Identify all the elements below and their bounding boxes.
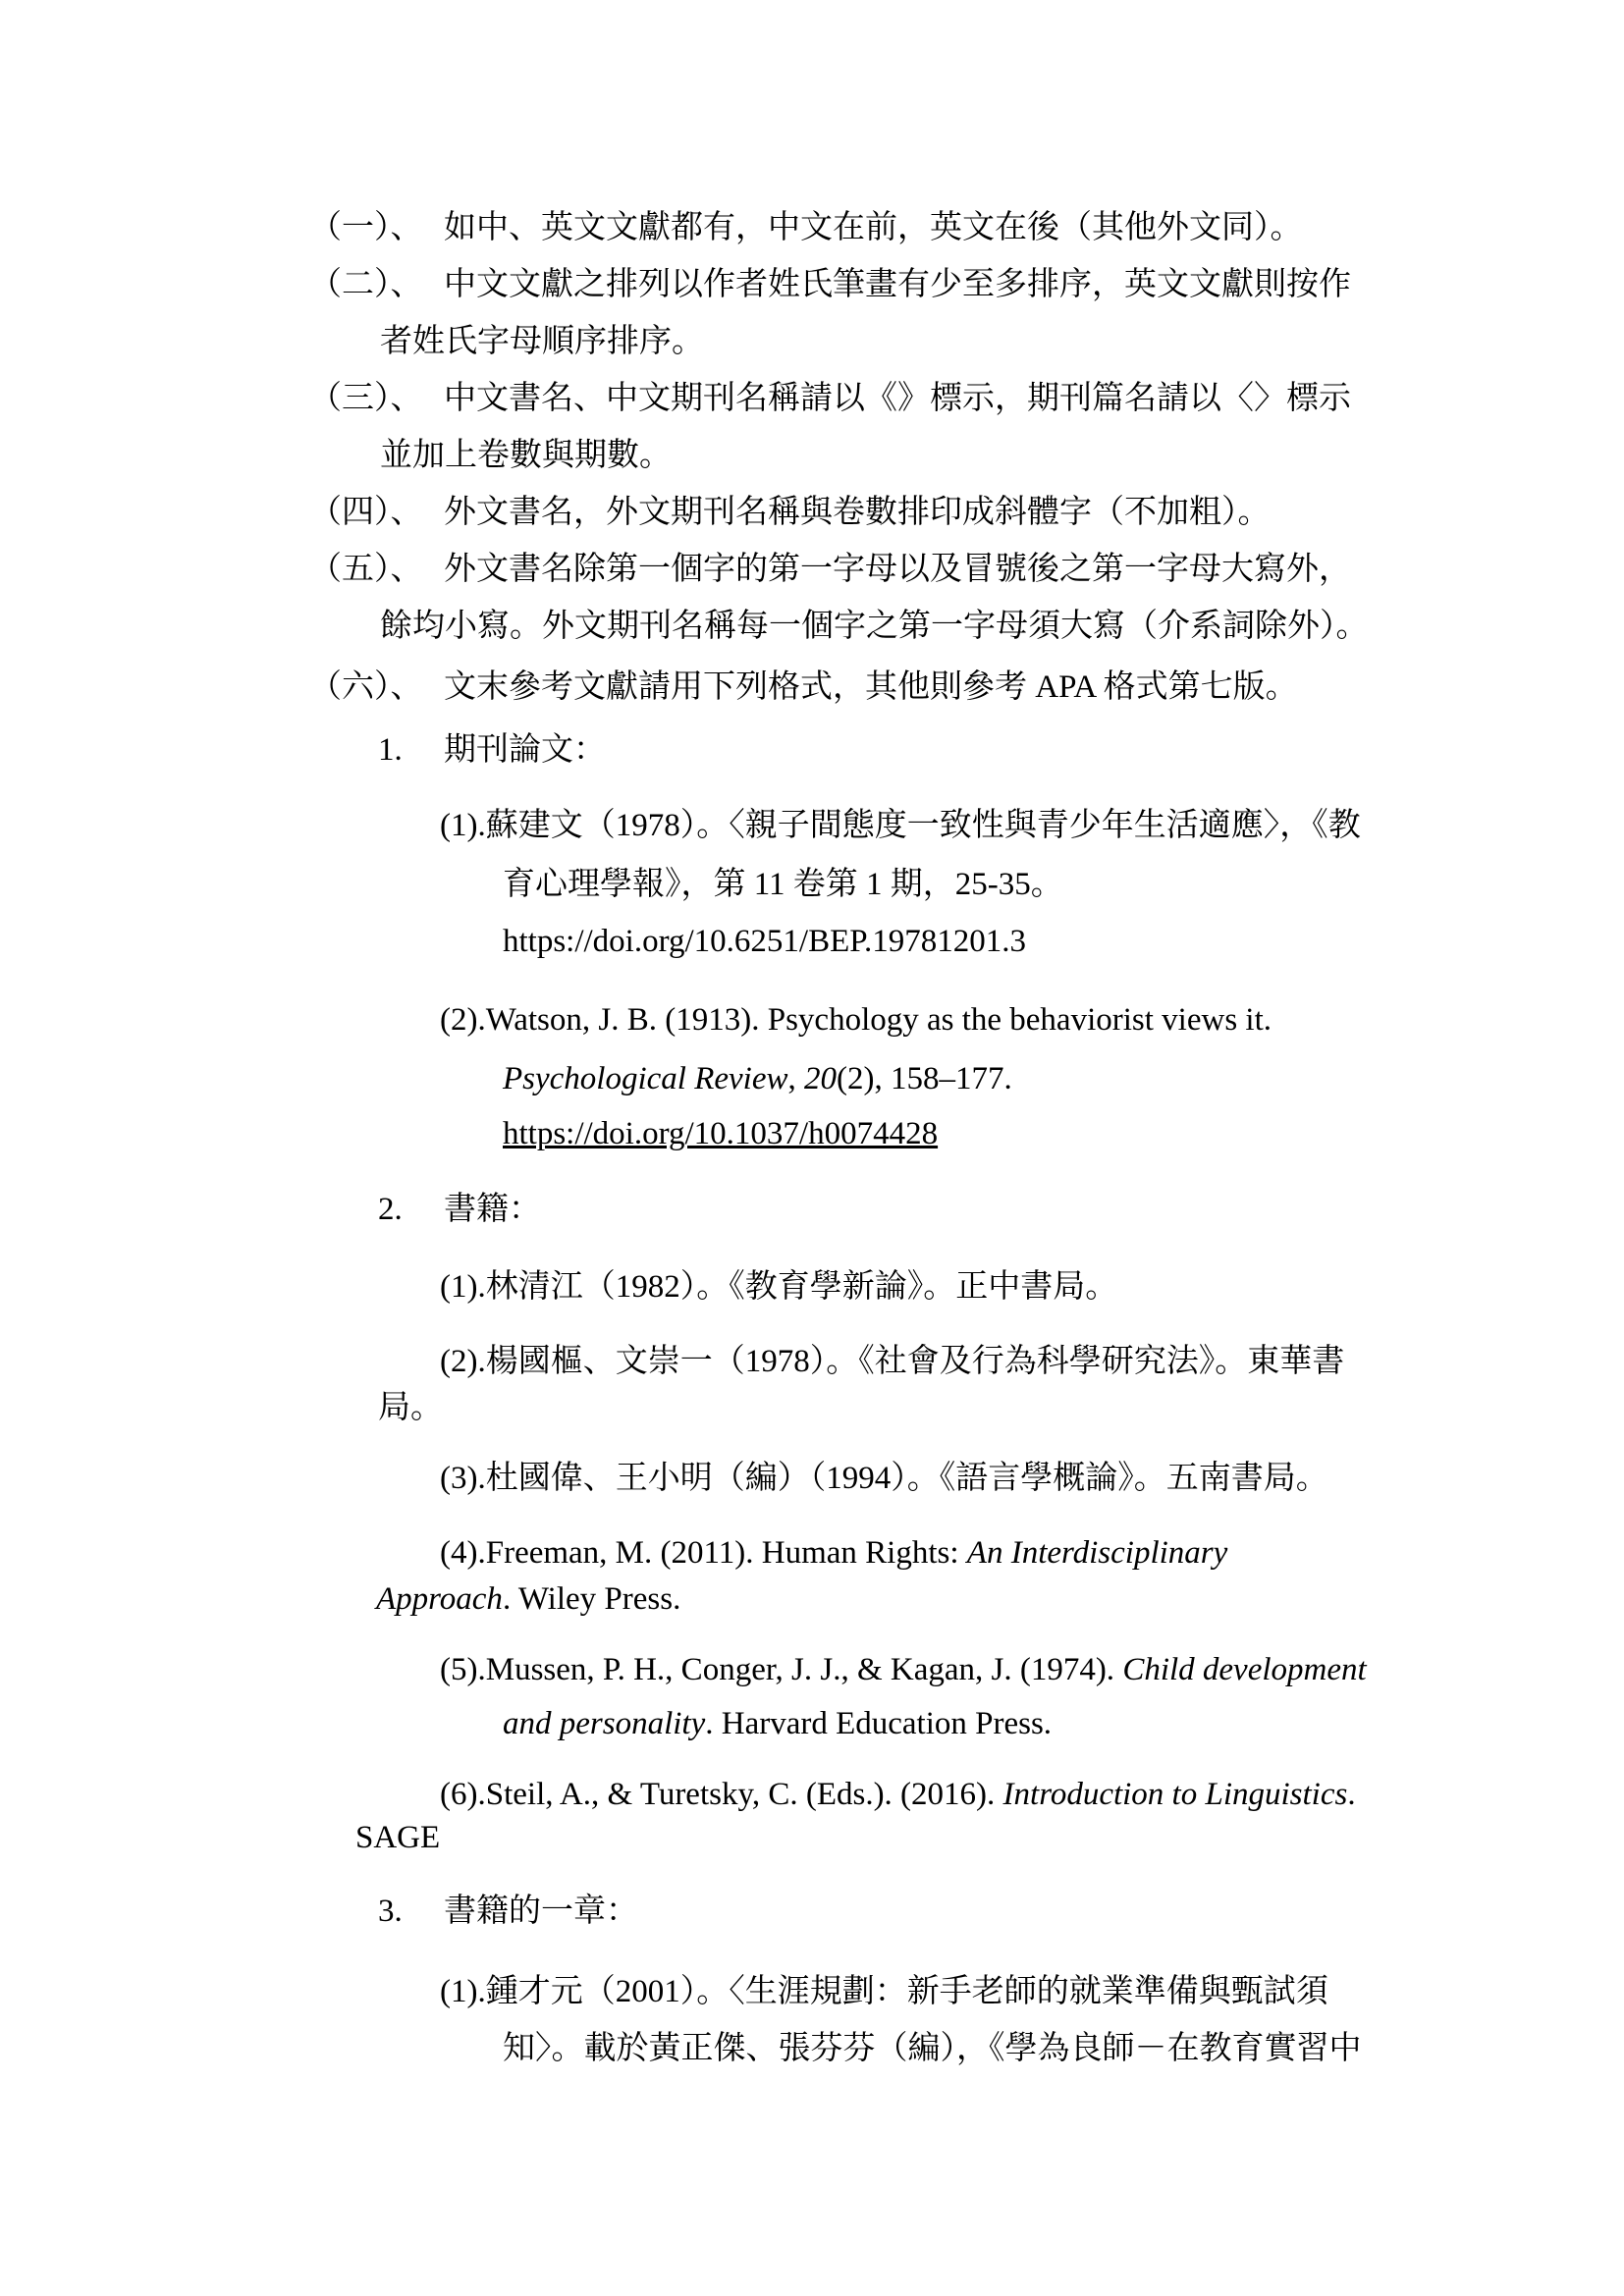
rule-3-marker: （三）、 — [309, 381, 423, 416]
section-heading-journal-articles — [378, 731, 606, 771]
doi-url-text: https://doi.org/10.6251/BEP.19781201.3 — [503, 924, 1026, 959]
rule-5-text-line2: 餘均小寫。外文期刊名稱每一個字之第一字母須大寫（介系詞除外）。 — [380, 609, 1369, 644]
journal-citation-1-line2 — [503, 866, 1063, 905]
citation-text: (6).Steil, A., & Turetsky, C. (Eds.). (2016). — [440, 1777, 1003, 1812]
rule-5-marker: （五）、 — [309, 552, 423, 587]
section-3-title: 書籍的一章： — [444, 1894, 638, 1929]
section-2-number: 2. — [378, 1192, 403, 1227]
citation-text: (2).楊國樞、文崇一（1978）。《社會及行為科學研究法》。東華書 — [440, 1344, 1345, 1379]
book-citation-6-line2 — [355, 1819, 440, 1858]
journal-citation-2-doi-link[interactable] — [503, 1115, 938, 1154]
journal-title-italic: Psychological Review — [503, 1061, 788, 1096]
section-1-title: 期刊論文： — [444, 732, 606, 768]
citation-text: (1).林清江（1982）。《教育學新論》。正中書局。 — [440, 1269, 1118, 1305]
rule-item-2-continuation — [380, 323, 704, 362]
citation-text: (2), 158–177. — [836, 1061, 1012, 1096]
book-citation-2-line2 — [378, 1389, 443, 1428]
journal-citation-2-line2 — [503, 1060, 1012, 1099]
book-title-italic: Introduction to Linguistics — [1002, 1777, 1348, 1812]
section-heading-book-chapter — [378, 1893, 638, 1932]
chapter-citation-1-line2 — [503, 2030, 1362, 2069]
book-title-italic: Child development — [1122, 1652, 1367, 1687]
rule-2-text-line2: 者姓氏字母順序排序。 — [380, 324, 704, 359]
rule-item-2 — [309, 266, 1351, 305]
doi-hyperlink-text[interactable]: https://doi.org/10.1037/h0074428 — [503, 1116, 939, 1151]
rule-3-text-line2: 並加上卷數與期數。 — [380, 438, 672, 473]
rule-6-text: 文末參考文獻請用下列格式，其他則參考 APA 格式第七版。 — [444, 669, 1298, 705]
citation-text: . Harvard Education Press. — [705, 1706, 1053, 1741]
chapter-citation-1-line1 — [440, 1973, 1328, 2012]
section-heading-books — [378, 1191, 541, 1230]
citation-text: , — [787, 1061, 804, 1096]
book-title-italic: An Interdisciplinary — [966, 1535, 1228, 1571]
rule-2-text-line1: 中文文獻之排列以作者姓氏筆畫有少至多排序，英文文獻則按作 — [444, 267, 1351, 302]
section-3-number: 3. — [378, 1894, 403, 1929]
journal-citation-1-doi-url — [503, 923, 1026, 962]
citation-text: 育心理學報》，第 11 卷第 1 期，25-35。 — [503, 867, 1063, 902]
citation-text: . Wiley Press. — [502, 1581, 681, 1617]
rule-item-1 — [309, 209, 1303, 248]
book-citation-2-line1 — [440, 1343, 1344, 1382]
rule-3-text-line1: 中文書名、中文期刊名稱請以《》標示，期刊篇名請以〈〉標示 — [444, 381, 1351, 416]
section-1-number: 1. — [378, 732, 403, 768]
rule-4-marker: （四）、 — [309, 495, 423, 530]
citation-text: . — [1347, 1777, 1356, 1812]
rule-1-text: 如中、英文文獻都有，中文在前，英文在後（其他外文同）。 — [444, 210, 1303, 245]
citation-text: (1).蘇建文（1978）。〈親子間態度一致性與青少年生活適應〉，《教 — [440, 808, 1361, 843]
rule-item-6 — [309, 668, 1298, 708]
book-citation-5-line2 — [503, 1705, 1052, 1744]
rule-4-text: 外文書名，外文期刊名稱與卷數排印成斜體字（不加粗）。 — [444, 495, 1271, 530]
book-title-italic: Approach — [376, 1581, 503, 1617]
book-citation-1 — [440, 1268, 1117, 1308]
citation-text: (4).Freeman, M. (2011). Human Rights: — [440, 1535, 967, 1571]
book-citation-5-line1 — [440, 1651, 1367, 1690]
citation-text: 知〉。載於黃正傑、張芬芬（編），《學為良師－在教育實習中 — [503, 2031, 1362, 2066]
rule-2-marker: （二）、 — [309, 267, 423, 302]
rule-item-4 — [309, 494, 1271, 533]
citation-text: 局。 — [378, 1390, 443, 1425]
rule-6-marker: （六）、 — [309, 669, 423, 705]
citation-text: (5).Mussen, P. H., Conger, J. J., & Kagan, J. (1974). — [440, 1652, 1123, 1687]
rule-5-text-line1: 外文書名除第一個字的第一字母以及冒號後之第一字母大寫外， — [444, 552, 1351, 587]
rule-item-5 — [309, 551, 1351, 590]
publisher-text: SAGE — [355, 1820, 441, 1855]
citation-text: (1).鍾才元（2001）。〈生涯規劃：新手老師的就業準備與甄試須 — [440, 1974, 1328, 2009]
rule-item-5-continuation — [380, 608, 1369, 647]
rule-item-3 — [309, 380, 1351, 419]
citation-text: (2).Watson, J. B. (1913). Psychology as the behaviorist views it. — [440, 1002, 1272, 1038]
journal-citation-2-line1 — [440, 1001, 1272, 1041]
rule-1-marker: （一）、 — [309, 210, 423, 245]
book-citation-4-line2 — [376, 1580, 680, 1620]
book-citation-4-line1 — [440, 1534, 1227, 1574]
citation-text: (3).杜國偉、王小明（編）（1994）。《語言學概論》。五南書局。 — [440, 1461, 1328, 1496]
book-title-italic: and personality — [503, 1706, 706, 1741]
rule-item-3-continuation — [380, 437, 672, 476]
book-citation-3 — [440, 1460, 1328, 1499]
journal-citation-1-line1 — [440, 807, 1361, 846]
book-citation-6-line1 — [440, 1776, 1356, 1815]
section-2-title: 書籍： — [444, 1192, 541, 1227]
volume-italic: 20 — [803, 1061, 837, 1096]
